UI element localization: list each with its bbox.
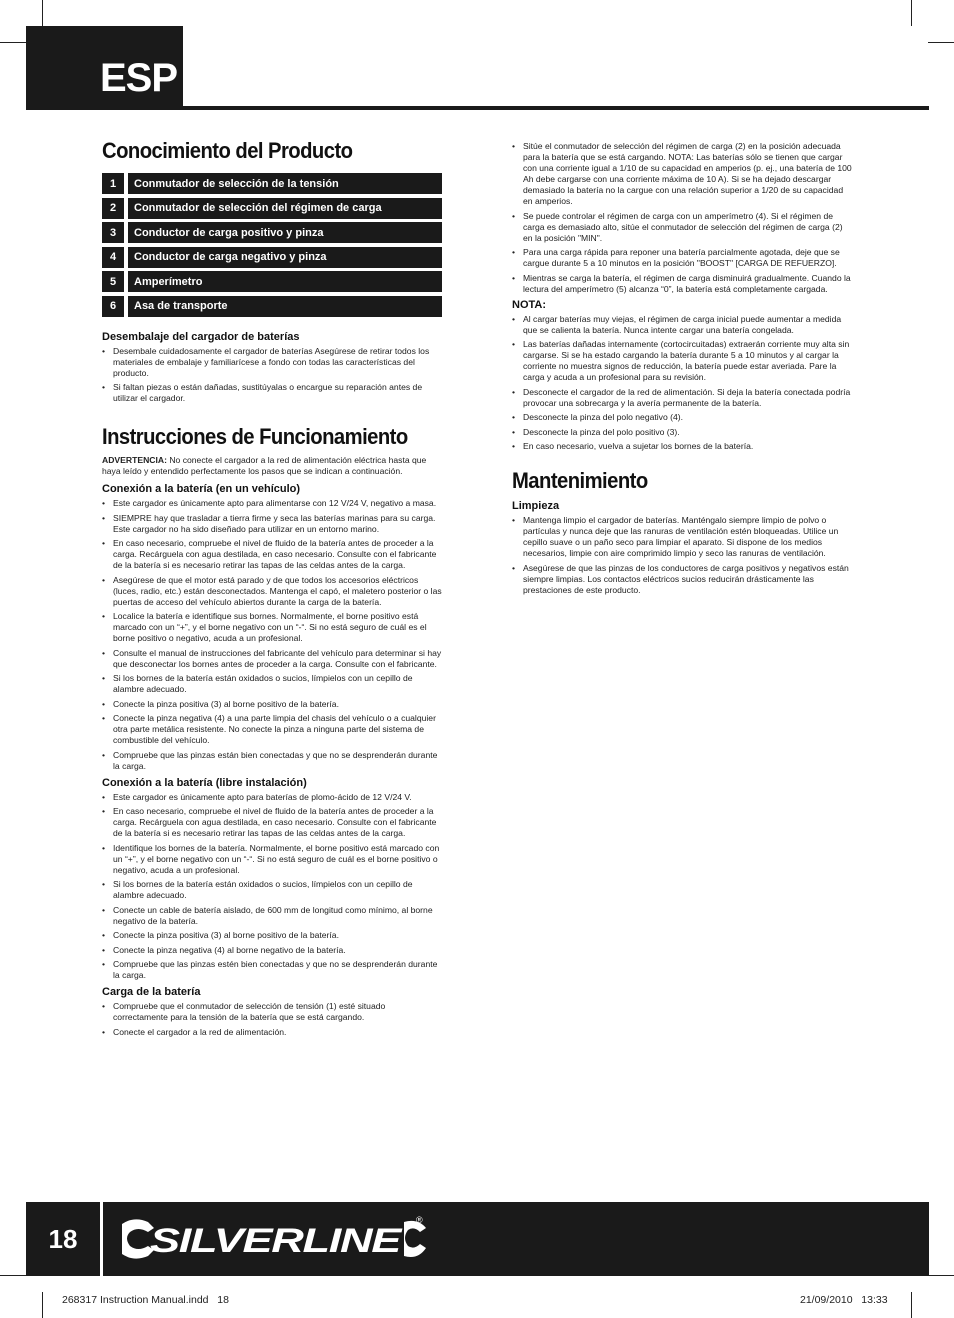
parts-table-row	[102, 296, 442, 317]
list-item: • Compruebe que el conmutador de selección de tensión (1) esté situado correctamente para la tensión de la batería que se está cargando.	[102, 1001, 442, 1023]
maintenance-title: Mantenimiento	[512, 468, 648, 493]
list-item: • Para una carga rápida para reponer una batería parcialmente agotada, deje que se cargue durante 5 a 10 minutos en la posición "BOOST" [CARGA DE REFUERZO].	[512, 247, 854, 269]
part-label: Conductor de carga positivo y pinza	[128, 222, 442, 243]
list-item: • En caso necesario, vuelva a sujetar los bornes de la batería.	[512, 441, 854, 452]
crop-mark	[911, 0, 912, 26]
charging-list	[102, 1001, 442, 1038]
cleaning-heading: Limpieza	[512, 500, 560, 512]
list-item: • Si los bornes de la batería están oxidados o sucios, límpielos con un cepillo de alambre adecuado.	[102, 673, 442, 695]
list-item: • Al cargar baterías muy viejas, el régimen de carga inicial puede aumentar a medida que se calienta la batería. Nunca intente cargar una batería congelada.	[512, 314, 854, 336]
list-item: • Desembale cuidadosamente el cargador de baterías Asegúrese de retirar todos los materiales de embalaje y familiarícese a fondo con todas las características del producto.	[102, 346, 442, 379]
list-item: • Desconecte el cargador de la red de alimentación. Si deja la batería conectada podría provocar una sobrecarga y la avería permanente de la batería.	[512, 387, 854, 409]
crop-mark	[0, 1275, 26, 1276]
list-item: • Desconecte la pinza del polo negativo (4).	[512, 412, 854, 423]
parts-table-row	[102, 247, 442, 268]
parts-table-row	[102, 271, 442, 292]
warning-paragraph	[102, 455, 442, 477]
warning-label: ADVERTENCIA:	[102, 455, 167, 466]
list-item: • Compruebe que las pinzas estén bien conectadas y que no se desprenderán durante la carga.	[102, 959, 442, 981]
list-item: • Mantenga limpio el cargador de baterías. Manténgalo siempre limpio de polvo o partículas y nunca deje que las ranuras de ventilación estén bloqueadas. Utilice un cepillo suave o un paño seco para limpiar el aparato. Si dispone de los medios necesarios, limpie con aire comprimido limpio y seco las ranuras de ventilación.	[512, 515, 854, 559]
charging-list-continued	[512, 141, 854, 295]
warning-text: No conecte el cargador a la red de alimentación eléctrica hasta que haya leído y entendido perfectamente los pasos que se indican a continuación.	[102, 455, 427, 477]
list-item: • Consulte el manual de instrucciones del fabricante del vehículo para determinar si hay que desconectar los bornes antes de proceder a la carga. Consulte con el fabricante.	[102, 648, 442, 670]
registered-mark: ®	[416, 1215, 423, 1225]
list-item: • Este cargador es únicamente apto para baterías de plomo-ácido de 12 V/24 V.	[102, 792, 442, 803]
part-label: Conmutador de selección de la tensión	[128, 173, 442, 194]
note-list	[512, 314, 854, 453]
page-number: 18	[48, 1223, 78, 1254]
unpacking-list	[102, 346, 442, 405]
list-item: • En caso necesario, compruebe el nivel de fluido de la batería antes de proceder a la carga. Recárguela con agua destilada, en caso necesario. Consulte con el fabricante de la batería si es necesario retirar las tapas de las celdas antes de la carga.	[102, 806, 442, 839]
list-item: • Asegúrese de que las pinzas de los conductores de carga positivos y negativos están siempre limpias. Los contactos eléctricos sucios reducirán drásticamente las prestaciones de este producto.	[512, 563, 854, 596]
list-item: • Identifique los bornes de la batería. Normalmente, el borne positivo está marcado con un “+”, y el borne negativo con un “-“. Si no está seguro de cuál es el borne positivo o negativo, acuda a un profesional.	[102, 843, 442, 876]
cleaning-list	[512, 515, 854, 596]
list-item: • Si los bornes de la batería están oxidados o sucios, límpielos con un cepillo de alambre adecuado.	[102, 879, 442, 901]
part-number: 2	[102, 198, 124, 219]
crop-mark	[928, 1275, 954, 1276]
left-column	[102, 138, 442, 1041]
part-label: Amperímetro	[128, 271, 442, 292]
list-item: • Asegúrese de que el motor está parado y de que todos los accesorios eléctricos (luces, radio, etc.) están desconectados. Mantenga el capó, el maletero posterior o las puertas de acceso del vehículo abiertos durante la carga de la batería.	[102, 575, 442, 608]
list-item: • En caso necesario, compruebe el nivel de fluido de la batería antes de proceder a la carga. Recárguela con agua destilada, en caso necesario. Consulte con el fabricante de la batería si es necesario retirar las tapas de las celdas antes de la carga.	[102, 538, 442, 571]
right-column	[512, 141, 854, 599]
list-item: • Conecte la pinza positiva (3) al borne positivo de la batería.	[102, 930, 442, 941]
list-item: • Conecte el cargador a la red de alimentación.	[102, 1027, 442, 1038]
crop-mark	[42, 1292, 43, 1318]
header-rule	[183, 106, 929, 110]
part-number: 1	[102, 173, 124, 194]
parts-table-row	[102, 173, 442, 194]
list-item: • Conecte la pinza negativa (4) a una parte limpia del chasis del vehículo o a cualquier otra parte metálica resistente. No conecte la pinza a ninguna parte del sistema de combustible del vehículo.	[102, 713, 442, 746]
note-heading: NOTA:	[512, 298, 547, 311]
list-item: • Conecte la pinza negativa (4) al borne negativo de la batería.	[102, 945, 442, 956]
list-item: • SIEMPRE hay que trasladar a tierra firme y seca las baterías marinas para su carga. Este cargador no ha sido diseñado para utilizar en un entorno marino.	[102, 513, 442, 535]
footer-divider	[100, 1202, 103, 1276]
free-install-heading: Conexión a la batería (libre instalación)	[102, 776, 307, 789]
crop-mark	[911, 1292, 912, 1318]
parts-table-row	[102, 198, 442, 219]
slug-left: 268317 Instruction Manual.indd 18	[62, 1294, 229, 1306]
logo-wrench-right	[404, 1221, 426, 1257]
part-label: Conductor de carga negativo y pinza	[128, 247, 442, 268]
part-number: 6	[102, 296, 124, 317]
list-item: • Compruebe que las pinzas están bien conectadas y que no se desprenderán durante la carga.	[102, 750, 442, 772]
free-install-list	[102, 792, 442, 982]
list-item: • Desconecte la pinza del polo positivo (3).	[512, 427, 854, 438]
part-number: 4	[102, 247, 124, 268]
list-item: • Conecte la pinza positiva (3) al borne positivo de la batería.	[102, 699, 442, 710]
parts-table	[102, 173, 442, 317]
list-item: • Las baterías dañadas internamente (cortocircuitadas) extraerán corriente muy alta sin cargarse. Si se ha estado cargando la batería durante 5 a 10 minutos y al cargar la corriente no muestra signos de reducción, la batería puede estar averiada. Pare la carga y acuda a un profesional para su revisión.	[512, 339, 854, 383]
logo-wordmark: SILVERLINE	[150, 1222, 404, 1260]
list-item: • Localice la batería e identifique sus bornes. Normalmente, el borne positivo está marcado con un “+”, y el borne negativo con un “-“. Si no está seguro de cuál es el borne positivo o negativo, acuda a un profesional.	[102, 611, 442, 644]
crop-mark	[928, 42, 954, 43]
list-item: • Sitúe el conmutador de selección del régimen de carga (2) en la posición adecuada para la batería que se está cargando. NOTA: Las baterías sólo se tienen que cargar con una corriente igual a 1/10 de su capacidad en amperios (p. ej., una batería de 100 Ah debe cargarse con una corriente máxima de 10 A). Si se ha dejado descargar demasiado la batería no la cargue con una relación superior a 1/20 de su capacidad en amperios.	[512, 141, 854, 207]
charging-heading: Carga de la batería	[102, 986, 201, 999]
part-number: 5	[102, 271, 124, 292]
crop-mark	[42, 0, 43, 26]
list-item: • Este cargador es únicamente apto para alimentarse con 12 V/24 V, negativo a masa.	[102, 498, 442, 509]
part-number: 3	[102, 222, 124, 243]
vehicle-list	[102, 498, 442, 772]
list-item: • Se puede controlar el régimen de carga con un amperímetro (4). Si el régimen de carga es demasiado alto, sitúe el conmutador de selección del régimen de carga (2) en la posición "MIN".	[512, 211, 854, 244]
list-item: • Mientras se carga la batería, el régimen de carga disminuirá gradualmente. Cuando la lectura del amperímetro (5) alcanza “0”, la batería está completamente cargada.	[512, 273, 854, 295]
unpacking-heading: Desembalaje del cargador de baterías	[102, 330, 300, 343]
slug-right: 21/09/2010 13:33	[800, 1294, 888, 1306]
part-label: Asa de transporte	[128, 296, 442, 317]
silverline-logo	[120, 1214, 430, 1264]
list-item: • Si faltan piezas o están dañadas, sustitúyalas o encargue su reparación antes de utilizar el cargador.	[102, 382, 442, 404]
crop-mark	[0, 42, 26, 43]
product-title: Conocimiento del Producto	[102, 138, 353, 163]
parts-table-row	[102, 222, 442, 243]
part-label: Conmutador de selección del régimen de carga	[128, 198, 442, 219]
language-tab-label: ESP	[100, 56, 178, 100]
operation-title: Instrucciones de Funcionamiento	[102, 424, 408, 450]
list-item: • Conecte un cable de batería aislado, de 600 mm de longitud como mínimo, al borne negativo de la batería.	[102, 905, 442, 927]
vehicle-heading: Conexión a la batería (en un vehículo)	[102, 483, 301, 496]
